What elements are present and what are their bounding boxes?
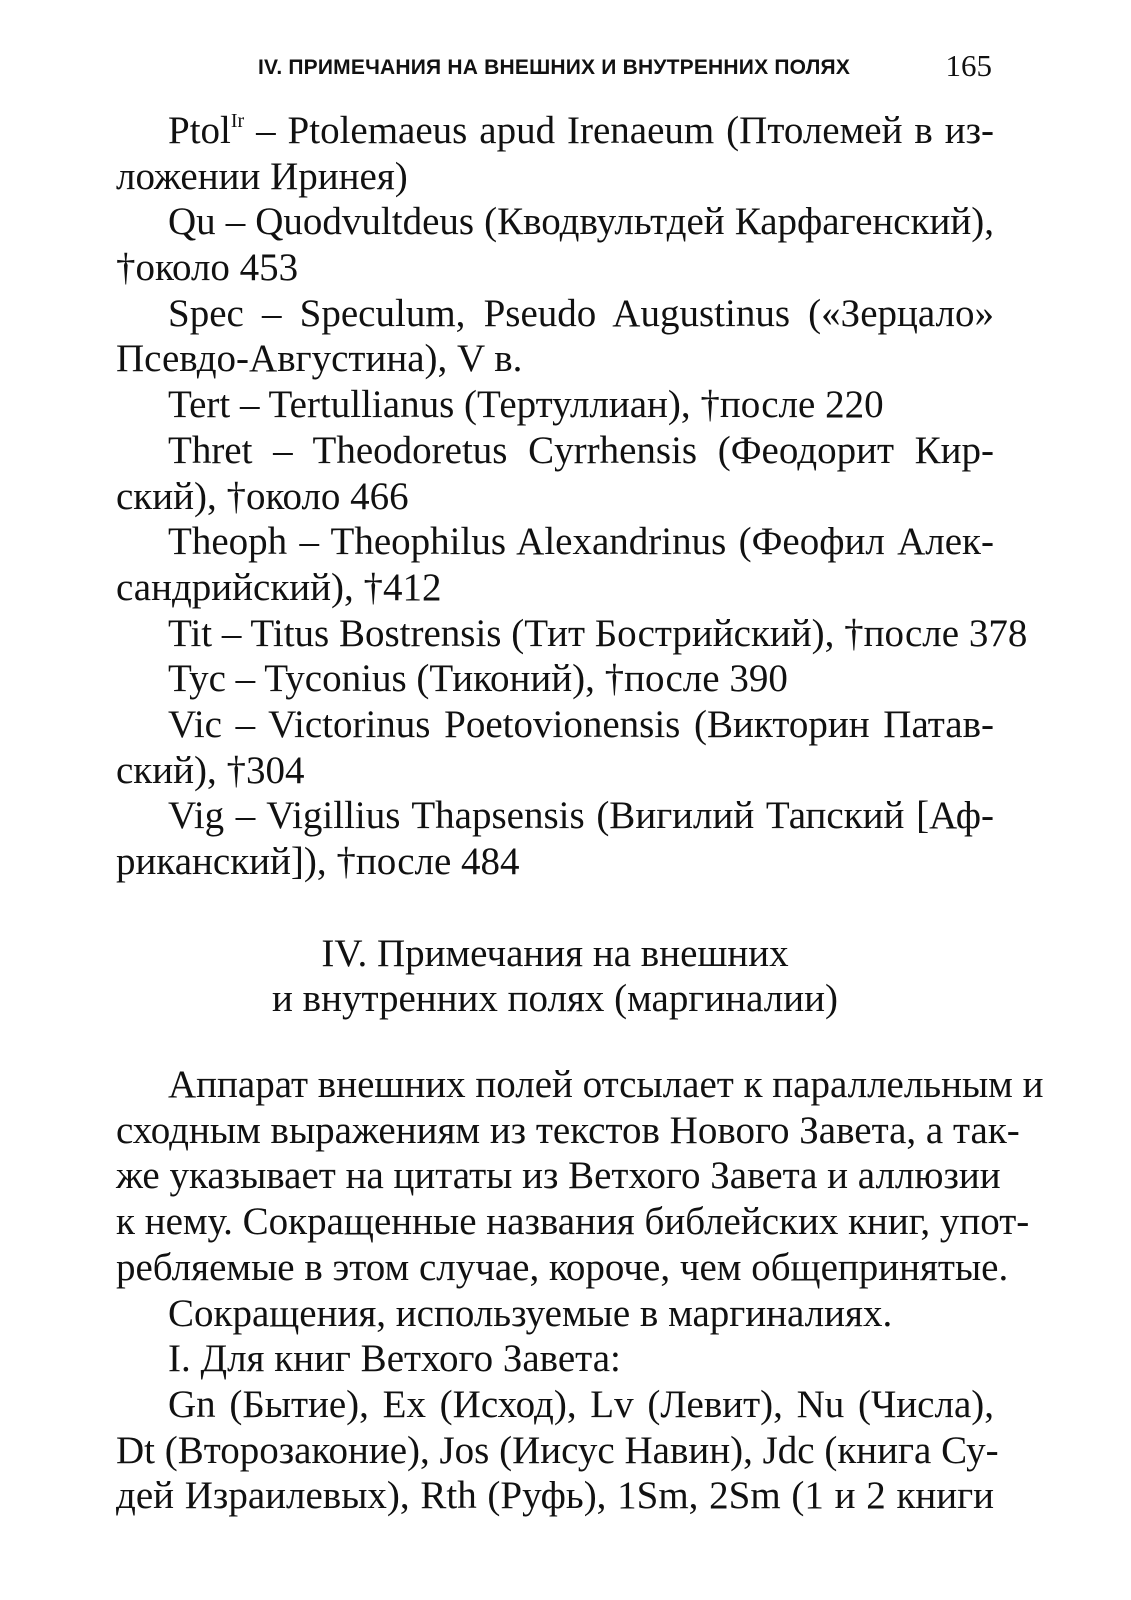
spacer [116, 1022, 994, 1062]
abbreviation-description: – Ptolemaeus apud Irenaeum (Птолемей в из- [244, 109, 994, 152]
abbreviation-entry-spec: Spec – Speculum, Pseudo Augustinus («Зерцало» [168, 291, 994, 335]
abbreviation-entry-tit: Tit – Titus Bostrensis (Тит Бострийский), †после 378 [168, 611, 1028, 655]
page-number: 165 [945, 48, 992, 83]
abbreviation-entry-continuation: ложении Иринея) [116, 154, 408, 198]
spacer [116, 885, 994, 931]
paragraph-line: к нему. Сокращенные названия библейских книг, упот- [116, 1200, 1030, 1244]
abbreviation-entry-continuation: риканский]), †после 484 [116, 840, 520, 883]
abbreviation-code: Ptol [168, 109, 231, 152]
document-page [116, 0, 1044, 1600]
abbreviation-entry-qu: Qu – Quodvultdeus (Кводвультдей Карфагенский), [168, 200, 994, 244]
section-heading-line-1: IV. Примечания на внешних [321, 931, 789, 975]
abbreviation-entry-continuation: Псевдо-Августина), V в. [116, 337, 523, 381]
page-body [116, 108, 1044, 1519]
abbreviation-entry-continuation: ский), †304 [116, 748, 305, 792]
running-header [116, 48, 994, 88]
paragraph-line: Сокращения, используемые в маргиналиях. [168, 1291, 893, 1335]
paragraph-line: Dt (Второзаконие), Jos (Иисус Навин), Jdc (книга Су- [116, 1428, 999, 1472]
abbreviation-entry-thret: Thret – Theodoretus Cyrrhensis (Феодорит Кир- [168, 428, 994, 472]
abbreviation-entry-tert: Tert – Tertullianus (Тертуллиан), †после 220 [168, 383, 884, 427]
abbreviation-entry-vig: Vig – Vigillius Thapsensis (Вигилий Тапский [Аф- [168, 794, 994, 838]
paragraph-line: Аппарат внешних полей отсылает к параллельным и [168, 1063, 1044, 1107]
paragraph-line: I. Для книг Ветхого Завета: [168, 1337, 621, 1381]
abbreviation-entry-theoph: Theoph – Theophilus Alexandrinus (Феофил Алек- [168, 520, 994, 564]
abbreviation-entry-continuation: сандрийский), †412 [116, 565, 442, 609]
paragraph-line: ребляемые в этом случае, короче, чем общепринятые. [116, 1245, 1009, 1289]
running-title: IV. ПРИМЕЧАНИЯ НА ВНЕШНИХ И ВНУТРЕННИХ ПОЛЯХ [258, 56, 851, 79]
paragraph-line: Gn (Бытие), Ex (Исход), Lv (Левит), Nu (Числа), [168, 1382, 994, 1426]
abbreviation-entry-continuation: ский), †около 466 [116, 474, 409, 518]
abbreviation-entry-vic: Vic – Victorinus Poetovionensis (Викторин Патав- [168, 702, 994, 746]
abbreviation-entry-ptol [116, 108, 994, 154]
abbreviation-entry-continuation: †около 453 [116, 246, 299, 290]
abbreviation-entry-tyc: Tyc – Tyconius (Тиконий), †после 390 [168, 657, 788, 701]
paragraph-line: дей Израилевых), Rth (Руфь), 1Sm, 2Sm (1 и 2 книги [116, 1474, 994, 1518]
paragraph-line: же указывает на цитаты из Ветхого Завета и аллюзии [116, 1154, 1001, 1198]
abbreviation-superscript: Ir [230, 110, 245, 132]
paragraph-line: сходным выражениям из текстов Нового Завета, а так- [116, 1108, 1020, 1152]
section-heading-line-2: и внутренних полях (маргиналии) [272, 977, 838, 1021]
